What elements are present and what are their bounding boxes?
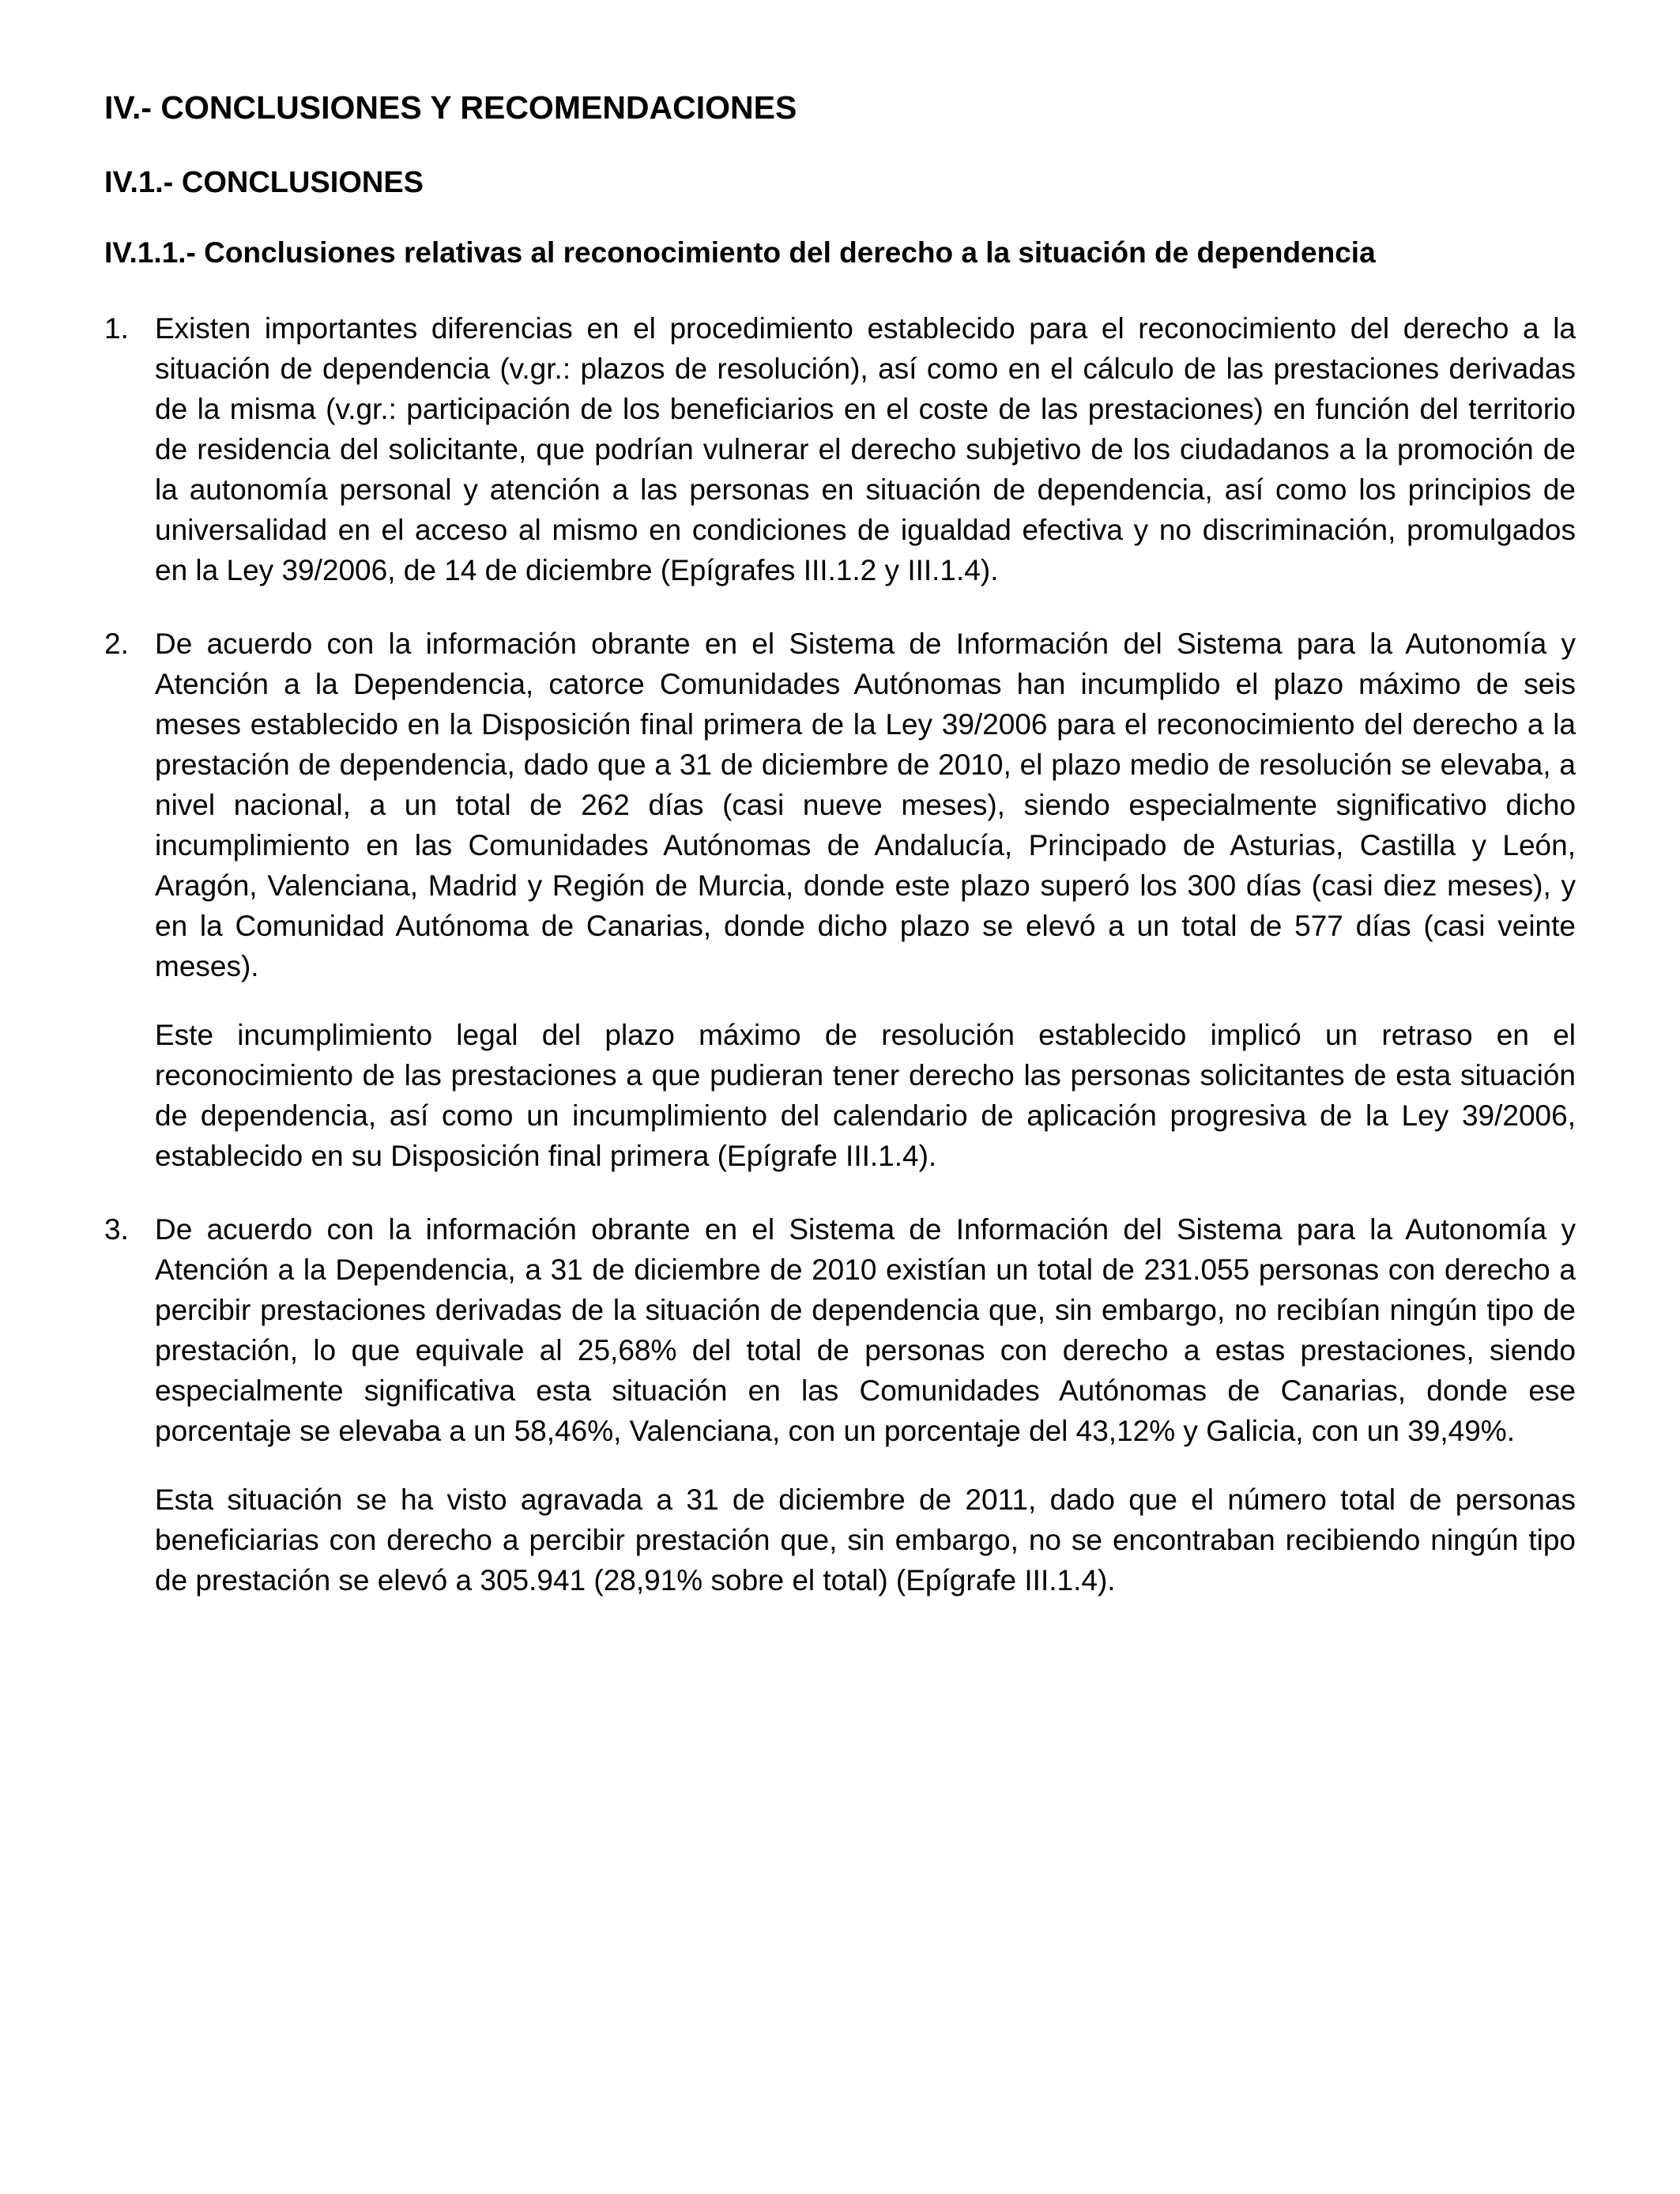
- item-number: 1.: [104, 312, 129, 345]
- item-paragraph: Este incumplimiento legal del plazo máximo de resolución establecido implicó un retraso en el reconocimiento de las prestaciones a que pudieran tener derecho las personas solicitantes de esta situación de dependencia, así como un incumplimiento del calendario de aplicación progresiva de la Ley 39/2006, establecido en su Disposición final primera (Epígrafe III.1.4).: [155, 1019, 1576, 1172]
- conclusion-item-2: [104, 624, 1576, 1176]
- item-number: 3.: [104, 1213, 129, 1246]
- item-paragraph: De acuerdo con la información obrante en el Sistema de Información del Sistema para la Autonomía y Atención a la Dependencia, catorce Comunidades Autónomas han incumplido el plazo máximo de seis meses establecido en la Disposición final primera de la Ley 39/2006 para el reconocimiento del derecho a la prestación de dependencia, dado que a 31 de diciembre de 2010, el plazo medio de resolución se elevaba, a nivel nacional, a un total de 262 días (casi nueve meses), siendo especialmente significativo dicho incumplimiento en las Comunidades Autónomas de Andalucía, Principado de Asturias, Castilla y León, Aragón, Valenciana, Madrid y Región de Murcia, donde este plazo superó los 300 días (casi diez meses), y en la Comunidad Autónoma de Canarias, donde dicho plazo se elevó a un total de 577 días (casi veinte meses).: [155, 628, 1576, 982]
- sub-heading: IV.1.- CONCLUSIONES: [104, 166, 424, 199]
- main-heading: IV.- CONCLUSIONES Y RECOMENDACIONES: [104, 89, 797, 126]
- item-paragraph: Existen importantes diferencias en el procedimiento establecido para el reconocimiento del derecho a la situación de dependencia (v.gr.: plazos de resolución), así como en el cálculo de las prestaciones derivadas de la misma (v.gr.: participación de los beneficiarios en el coste de las prestaciones) en función del territorio de residencia del solicitante, que podrían vulnerar el derecho subjetivo de los ciudadanos a la promoción de la autonomía personal y atención a las personas en situación de dependencia, así como los principios de universalidad en el acceso al mismo en condiciones de igualdad efectiva y no discriminación, promulgados en la Ley 39/2006, de 14 de diciembre (Epígrafes III.1.2 y III.1.4).: [155, 312, 1576, 586]
- item-number: 2.: [104, 628, 129, 660]
- conclusion-item-1: [104, 308, 1576, 590]
- item-paragraph: Esta situación se ha visto agravada a 31 de diciembre de 2011, dado que el número total de personas beneficiarias con derecho a percibir prestación que, sin embargo, no se encontraban recibiendo ningún tipo de prestación se elevó a 305.941 (28,91% sobre el total) (Epígrafe III.1.4).: [155, 1483, 1576, 1596]
- section-heading: IV.1.1.- Conclusiones relativas al reconocimiento del derecho a la situación de dependencia: [104, 236, 1376, 269]
- item-paragraph: De acuerdo con la información obrante en el Sistema de Información del Sistema para la Autonomía y Atención a la Dependencia, a 31 de diciembre de 2010 existían un total de 231.055 personas con derecho a percibir prestaciones derivadas de la situación de dependencia que, sin embargo, no recibían ningún tipo de prestación, lo que equivale al 25,68% del total de personas con derecho a estas prestaciones, siendo especialmente significativa esta situación en las Comunidades Autónomas de Canarias, donde ese porcentaje se elevaba a un 58,46%, Valenciana, con un porcentaje del 43,12% y Galicia, con un 39,49%.: [155, 1213, 1576, 1447]
- conclusion-item-3: [104, 1209, 1576, 1600]
